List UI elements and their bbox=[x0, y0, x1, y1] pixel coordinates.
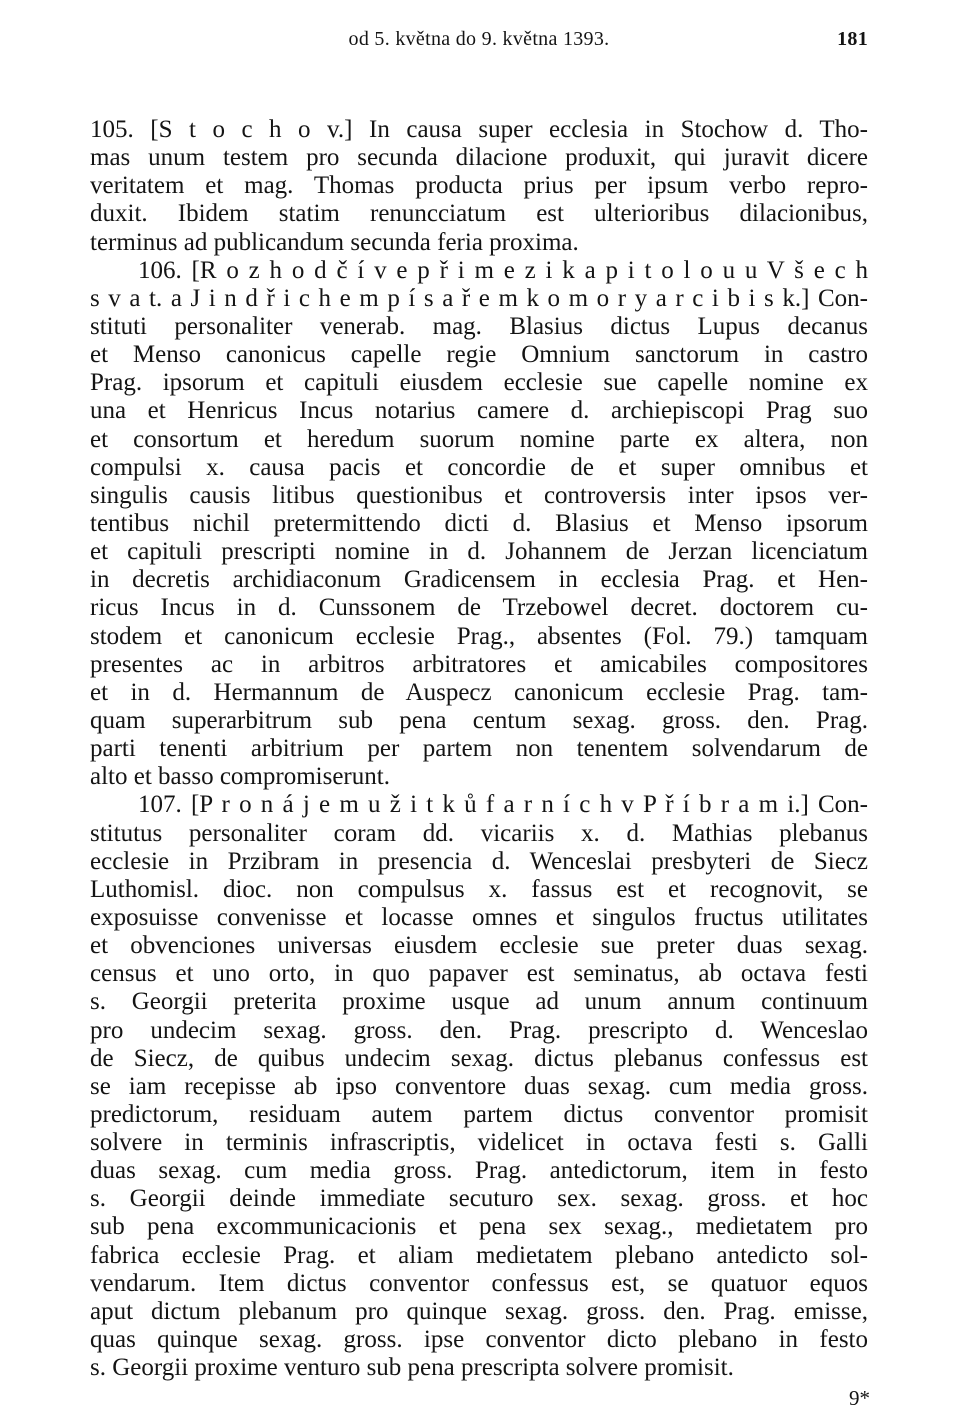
text-line: se iam recepisse ab ipso conventore duas sexag. cum media gross. bbox=[90, 1072, 868, 1100]
text-line: tentibus nichil pretermittendo dicti d. Blasius et Menso ipsorum bbox=[90, 509, 868, 537]
text-line: terminus ad publicandum secunda feria proxima. bbox=[90, 228, 579, 256]
text-line: una et Henricus Incus notarius camere d. archiepiscopi Prag suo bbox=[90, 397, 868, 425]
text-line: quam superarbitrum sub pena centum sexag. gross. den. Prag. bbox=[90, 706, 868, 734]
text-line: singulis causis litibus questionibus et controversis inter ipsos ver- bbox=[90, 481, 868, 509]
text-line: duxit. Ibidem statim renuncciatum est ulterioribus dilacionibus, bbox=[90, 200, 868, 228]
signature-mark: 9* bbox=[849, 1386, 870, 1410]
running-head-title: od 5. května do 9. května 1393. bbox=[348, 28, 610, 50]
text-line: duas sexag. cum media gross. Prag. antedictorum, item in festo bbox=[90, 1157, 868, 1185]
text-line: vendarum. Item dictus conventor confessus est, se quatuor equos bbox=[90, 1269, 868, 1297]
text-line: 106. [R o z h o d č í v e p ř i m e z i k a p i t o l o u u V š e c h bbox=[138, 256, 868, 284]
text-line: 107. [P r o n á j e m u ž i t k ů f a r n í c h v P ř í b r a m i.] Con- bbox=[138, 791, 868, 819]
text-line: stituti personaliter venerab. mag. Blasius dictus Lupus decanus bbox=[90, 312, 868, 340]
text-line: presentes ac in arbitros arbitratores et amicabiles compositores bbox=[90, 650, 868, 678]
text-line: aput dictum plebanum pro quinque sexag. gross. den. Prag. emisse, bbox=[90, 1297, 868, 1325]
page-number: 181 bbox=[837, 28, 868, 50]
text-line: parti tenenti arbitrium per partem non tenentem solvendarum de bbox=[90, 735, 868, 763]
text-line: Luthomisl. dioc. non compulsus x. fassus est et recognovit, se bbox=[90, 875, 868, 903]
page bbox=[90, 28, 868, 1382]
text-line: Prag. ipsorum et capituli eiusdem ecclesie sue capelle nomine ex bbox=[90, 369, 868, 397]
text-line: alto et basso compromiserunt. bbox=[90, 763, 390, 791]
text-line: census et uno orto, in quo papaver est seminatus, ab octava festi bbox=[90, 960, 868, 988]
text-line: s. Georgii proxime venturo sub pena prescripta solvere promisit. bbox=[90, 1354, 734, 1382]
text-line: veritatem et mag. Thomas producta prius per ipsum verbo repro- bbox=[90, 172, 868, 200]
text-line: s. Georgii deinde immediate secuturo sex. sexag. gross. et hoc bbox=[90, 1185, 868, 1213]
text-line: stitutus personaliter coram dd. vicariis x. d. Mathias plebanus bbox=[90, 819, 868, 847]
text-line: compulsi x. causa pacis et concordie de et super omnibus et bbox=[90, 453, 868, 481]
text-line: ricus Incus in d. Cunssonem de Trzebowel decret. doctorem cu- bbox=[90, 594, 868, 622]
text-line: predictorum, residuam autem partem dictus conventor promisit bbox=[90, 1100, 868, 1128]
text-line: ecclesie in Przibram in presencia d. Wenceslai presbyteri de Siecz bbox=[90, 847, 868, 875]
text-line: et Menso canonicus capelle regie Omnium sanctorum in castro bbox=[90, 341, 868, 369]
text-line: mas unum testem pro secunda dilacione produxit, qui juravit dicere bbox=[90, 144, 868, 172]
text-line: stodem et canonicum ecclesie Prag., absentes (Fol. 79.) tamquam bbox=[90, 622, 868, 650]
text-line: pro undecim sexag. gross. den. Prag. prescripto d. Wenceslao bbox=[90, 1016, 868, 1044]
text-line: et obvenciones universas eiusdem ecclesie sue preter duas sexag. bbox=[90, 932, 868, 960]
text-line: quas quinque sexag. gross. ipse conventor dicto plebano in festo bbox=[90, 1326, 868, 1354]
text-line: s v a t. a J i n d ř i c h e m p í s a ř e m k o m o r y a r c i b i s k.] Con- bbox=[90, 284, 868, 312]
text-line: et in d. Hermannum de Auspecz canonicum ecclesie Prag. tam- bbox=[90, 678, 868, 706]
text-line: s. Georgii preterita proxime usque ad unum annum continuum bbox=[90, 988, 868, 1016]
text-line: et consortum et heredum suorum nomine parte ex altera, non bbox=[90, 425, 868, 453]
text-line: 105. [S t o c h o v.] In causa super ecclesia in Stochow d. Tho- bbox=[90, 116, 868, 143]
text-line: solvere in terminis infrascriptis, videlicet in octava festi s. Galli bbox=[90, 1129, 868, 1157]
body-text bbox=[90, 116, 868, 1382]
text-line: et capituli prescripti nomine in d. Johannem de Jerzan licenciatum bbox=[90, 538, 868, 566]
text-line: de Siecz, de quibus undecim sexag. dictus plebanus confessus est bbox=[90, 1044, 868, 1072]
text-line: exposuisse convenisse et locasse omnes et singulos fructus utilitates bbox=[90, 903, 868, 931]
text-line: in decretis archidiaconum Gradicensem in ecclesia Prag. et Hen- bbox=[90, 566, 868, 594]
text-line: sub pena excommunicacionis et pena sex sexag., medietatem pro bbox=[90, 1213, 868, 1241]
running-head bbox=[90, 28, 868, 58]
text-line: fabrica ecclesie Prag. et aliam medietatem plebano antedicto sol- bbox=[90, 1241, 868, 1269]
